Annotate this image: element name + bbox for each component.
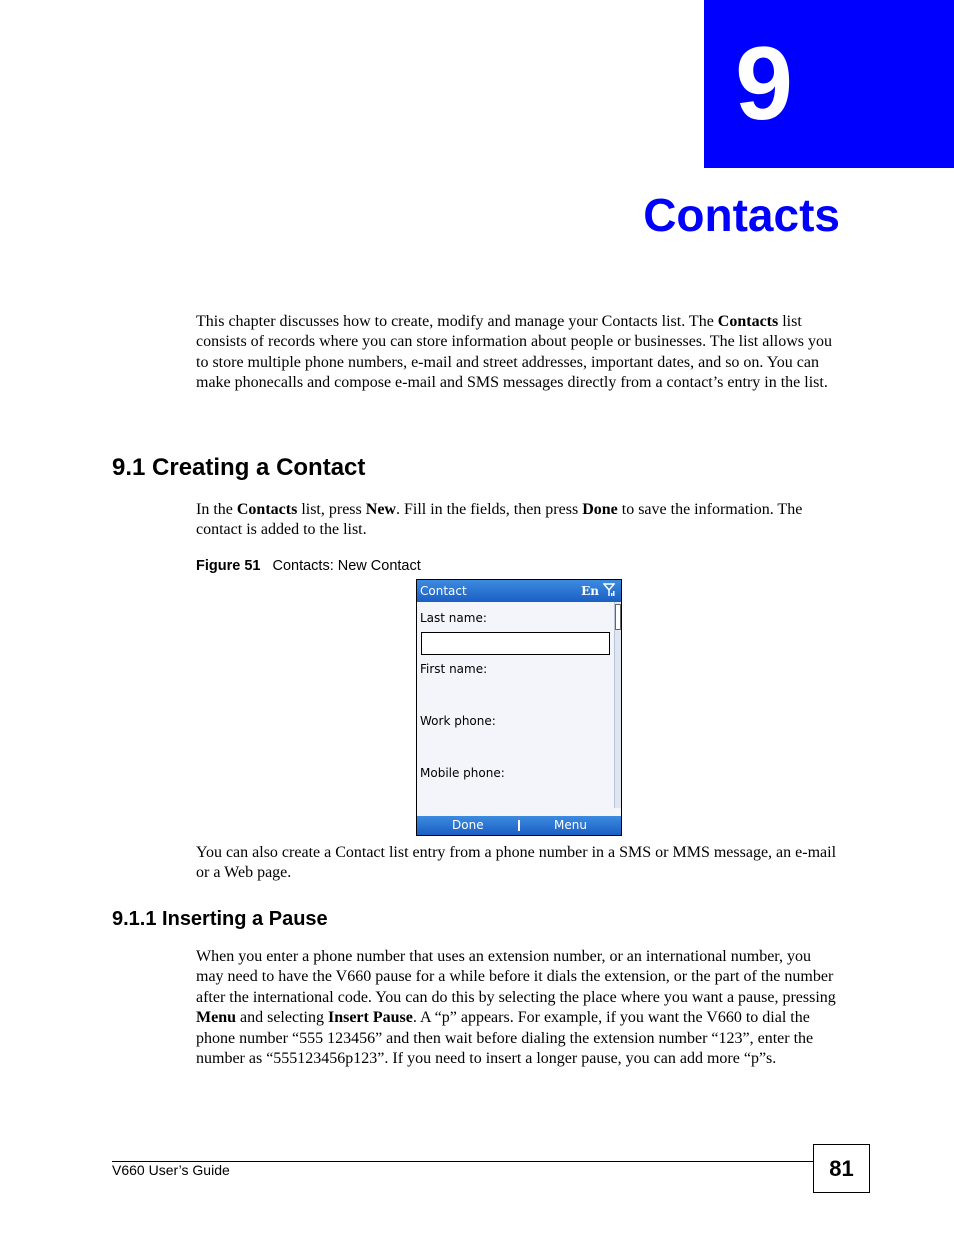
last-name-input[interactable]	[421, 632, 610, 655]
phone-title-bar	[417, 580, 621, 602]
section1-paragraph: In the Contacts list, press New. Fill in the fields, then press Done to save the information. The contact is added to the list.	[196, 501, 803, 539]
phone-scrollbar[interactable]	[614, 602, 621, 808]
section-heading-inserting-pause: 9.1.1 Inserting a Pause	[112, 908, 328, 930]
figure-number: Figure 51	[196, 558, 261, 574]
figure-caption	[196, 558, 421, 574]
section11-paragraph: When you enter a phone number that uses an extension number, or an international number, you may need to have the V660 pause for a while before it dials the extension, or the part of the number after the international code. You can do this by selecting the place where you want a pause, pressing Menu and selecting Insert Pause. A “p” appears. For example, if you want the V660 to dial the phone number “555 123456” and then wait before dialing the extension number “123”, enter the number as “555123456p123”. If you need to insert a longer pause, you can add more “p”s.	[196, 948, 836, 1068]
section-heading-creating-contact: 9.1 Creating a Contact	[112, 454, 366, 481]
scroll-thumb[interactable]	[615, 604, 621, 630]
first-name-label: First name:	[420, 662, 488, 676]
section1-paragraph-2: You can also create a Contact list entry from a phone number in a SMS or MMS message, an e-mail or a Web page.	[196, 844, 837, 882]
footer-guide-name: V660 User’s Guide	[112, 1162, 230, 1178]
last-name-label: Last name:	[420, 611, 487, 625]
mobile-phone-label: Mobile phone:	[420, 766, 505, 780]
page-number: 81	[813, 1144, 870, 1193]
work-phone-label: Work phone:	[420, 714, 496, 728]
softkey-separator-icon	[518, 820, 520, 831]
signal-icon	[603, 583, 615, 600]
phone-title: Contact	[420, 584, 467, 598]
phone-screenshot	[416, 579, 622, 836]
menu-softkey[interactable]: Menu	[554, 818, 587, 832]
done-softkey[interactable]: Done	[452, 818, 484, 832]
chapter-number-box	[704, 0, 954, 168]
chapter-number: 9	[735, 26, 793, 142]
chapter-title: Contacts	[643, 189, 840, 241]
phone-softkey-bar	[417, 816, 621, 835]
intro-paragraph: This chapter discusses how to create, modify and manage your Contacts list. The Contacts list consists of records where you can store information about people or businesses. The list allows you to store multiple phone numbers, e-mail and street addresses, important dates, and so on. You can make phonecalls and compose e-mail and SMS messages directly from a contact’s entry in the list.	[196, 313, 833, 392]
language-indicator: En	[581, 584, 599, 598]
figure-title: Contacts: New Contact	[272, 558, 421, 574]
